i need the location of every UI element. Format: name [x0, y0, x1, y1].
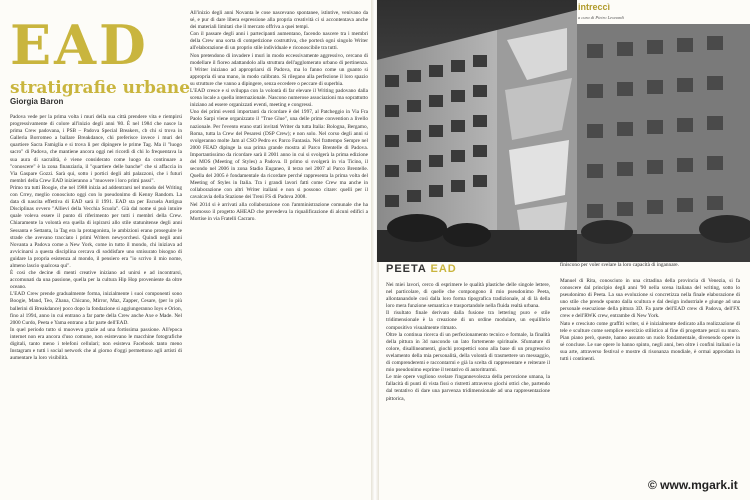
peeta-column-2: Manuel di Rita, conosciuto in una cittadina della provincia di Venezia, si fa conoscere dal principio degli anni '90 nella scena italiana del writing, sotto lo pseudonimo di Peeta. La sua evoluzione si concretizza nella finale elaborazione di uno stile che prende spunto dalla scultura e dal design industriale e giunge ad una personale esecuzione della pittura 3D. Fa parte dell'EAD crew di Padova, dell'FX crew e dell'RWK crew, entrambe di New York. Nato e cresciuto come graffiti writer, si è inizialmente dedicato alla realizzazione di tele e sculture come semplice esercizio stilistico al fine di progettare pezzi su muro. Pian piano però, queste, hanno assunto un ruolo fondamentale, divenendo opere in sé concluse. Le sue opere lo hanno spinto, negli anni, ben oltre i confini italiani e la sua arte, attraverso festival e mostre di risonanza mondiale, è ormai approdata in tutti i continenti.: [560, 278, 740, 363]
peeta-column-1: Nei miei lavori, cerco di esprimere le qualità plastiche delle singole lettere, nel particolare, di quelle che compongono il mio pseudonimo Peeta, allontanandole così dalla loro forma tipografica tradizionale, al di là della loro mera funzione semantica e trasportandole nella fluida realtà urbana. Il risultato finale derivato dalla fusione tra lettering puro e stile tridimensionale è la creazione di un ordine modulare, un equilibrio compositivo visualmente ritmato. Oltre la continua ricerca di un perfezionamento tecnico e formale, la finalità della pittura in 3d nascondo un lato fortemente spirituale. Sfumature di colore, disallineamenti, giochi prospettici sono alla base di un progressivo svelamento della mia personalità, della volontà di trasmettere un messaggio, di comprenderemi e raccontarmi e già la scelta di rappresentare e reiterare il mio pseudonimo esprime il tentativo di autoritrarmi. Le mie opere vogliono svelare l'ingannevolezza della percezione umana, la fallacità di punti di vista fissi o ristretti attraverso giochi ottici che, partendo dal tentativo di dare una parvenza tridimensionale ad una rappresentazione pittorica,: [386, 282, 550, 402]
peeta-heading: [386, 263, 457, 275]
watermark: © www.mgark.it: [648, 478, 738, 492]
mural-photograph-extension: [577, 24, 750, 262]
body-column-2: All'inizio degli anni Novanta le cose nascevano spontanee, istintive, venivano da sé, e pur di dare libera espressione alla propria creatività ci si accontentava anche dei materiali limitati che il mercato offriva a quei tempi. Con il passare degli anni i partecipanti aumentano, facendo nascere tra i membri della Crew una sorta di competizione costruttiva, che porterà ogni singolo Writer all'elaborazione di un proprio stile individuale e riconoscibile tra tutti. Non pretendono di invadere i muri in modo eccessivamente aggressivo, cercano di modellare il fioreo adattandolo alla struttura dell'agglomerato urbano di pertinenza. I Writer iniziano ad appropriarsi di Padova, ma lo fanno come un guanto si appropria di una mano, in modo calibrato. Si rilegano alla perfezione il loro spazio su strutture che vanno a dipingere, senza eccedere o peccare di superbia. L'EAD cresce e si sviluppa con la volontà di far elevare il Writing padovano dalla scena locale a quella internazionale. Nascono numerose associazioni ma soprattutto iniziano ad essere organizzati eventi, meeting e congressi. Uno dei primi eventi importanti da ricordare è del 1997, al Patcheggio in Via Fra Paolo Sarpi viene organizzato il "True Glue", una delle prime convention a livello nazionale. Per l'evento erano stati invitati Writer da tutta Italia: Bologna, Bergamo, Roma, tutta la Crew del Pesaresi (DSP Crew); e non solo. Nel corso degli anni si svolgeranno molte Jam al CSO Pedro ex Parco Fantasia. Nel frattempo Sempre nel 2000 FEAD dipinge la sua prima grande mostra al Parco Brentelle di Padova. Importantissimo da ricordare sarà il 2001 anno in cui si svolgerà la prima edizione del MOS (Meeting of Styles) a Padova. Il primo si svolgerà in via Ticino, il secondo nel 2006 in zona Stadio Euganeo, il terzo nel 2007 al Parco Brentelle. Quella del 2005 è fondamentale da ricordare perché rappresenta la prima volta del Meeting of Styles in Italia. Tra i grandi lavori fatti come Crew ma anche in collaborazione con altri Writer italiani e non si possono citare: quelli per il cavalcavia della Stazione dei Treni FS di Padova 2008. Nel 2014 si è arrivati alla collaborazione con l'amministrazione comunale che ha promosso il progetto AHEAD che prevedeva la riqualificazione di alcuni edifici a Mortise in via Fratelli Cacraro.: [190, 10, 368, 222]
article-title: EAD: [10, 13, 149, 77]
mural-photograph: [377, 0, 577, 262]
article-subtitle: stratigrafie urbane: [10, 78, 191, 98]
peeta-heading-name: PEETA: [386, 263, 427, 275]
peeta-column-2-lead: finiscono per voler svelare la loro capacità di ingannare.: [560, 262, 679, 268]
section-tag: intreccì: [578, 2, 611, 12]
peeta-heading-crew: EAD: [430, 263, 457, 275]
article-author: Giorgia Baron: [10, 97, 64, 106]
curator-credit: a cura di Pietro Leonardi: [578, 15, 624, 20]
body-column-1: Padova vede per la prima volta i muri della sua città prendere vita e riempirsi progressivamente di colore all'inizio degli anni '80. È nel 1984 che nasce la prima Crew padovana, i PSB – Padova Special Breakers, cb chi si trova in Galleria Borromeo a ballare Breakdance, chi preferisce invece i muri del quartiere Sacra Famiglia e si trova li per dipingere le prime Tag. Ma il "luogo sacro" di Padova, che mantiene ancora oggi nei ricordi di chi lo frequentava la sua aura di sacralità, è viene considerato come luogo da continuare a "conoscere" è la zona finanziaria, il "quartiere delle banche" che si affaccia in Via Gaspare Gozzi. Sarà qui, sotto i portici degli alti palazzoni, che i futuri membri della Crew EAD inizieranno a "muovere i loro primi passi". Primo tra tutti Boogie, che nel 1988 inizia ad addentrarsi nel mondo del Writing con Crrey, meglio conosciuto oggi con lo pseudonimo di Kenny Random. La data di nascita effettiva di EAD sarà il 1991. EAD sta per Escuela Antigua Disciplinas ovvero "Allievi della Vecchia Scuola". Già dal nome si può intuire quale voleva essere il punto di riferimento per tutti i membri della Crew. Chiaramente la volontà era quella di ispirarsi allo stile statunitense degli anni Sessanta e Settanta, la Tag era la protagonista, le ambizioni erano proseguire le strade che avevano tracciato i primi Writers newyorchesi. Quindi negli anni Novanta a Padova come a New York, come in tutto il mondo, chi iniziava ad avvicinarsi a questa disciplina cercava di soddisfare uno smisurato bisogno di guidare la propria esistenza al mondo, il pensiero era "io scrivo il mio nome, almeno lascio qualcosa qui". È così che decine di menti creative iniziano ad unirsi e ad incontrarsi, accomunati da una passione, quella per la cultura Hip Hop proveniente da oltre oceano. L'EAD Crew prende gradualmente forma, inizialmente i suoi componenti sono Boogie, Mand, Teo, Zhana, Chicano, Mirror, Maz, Zapper, Cesare, (per lo più ballerini di Breakdance) poco dopo la fondazione si aggiungeranno Ioys e Orion, fino al 1994, anno in cui entrano a far parte della Crew anche Axe e Made. Nel 2000 Curdo, Peeta e Yama entrano a far parte dell'EAD. In quel periodo tutto si muoveva grazie ad una fortissima passione. All'epoca internet non era ancora d'uso comune, non esistevano le macchine fotografiche digitali, tanto meno i telefoni cellulari; non esisteva Facebook tanto meno Instagram e tutti i social network che al giorno d'oggi permettono agli artisti di aumentare la loro visibilità.: [10, 114, 182, 362]
